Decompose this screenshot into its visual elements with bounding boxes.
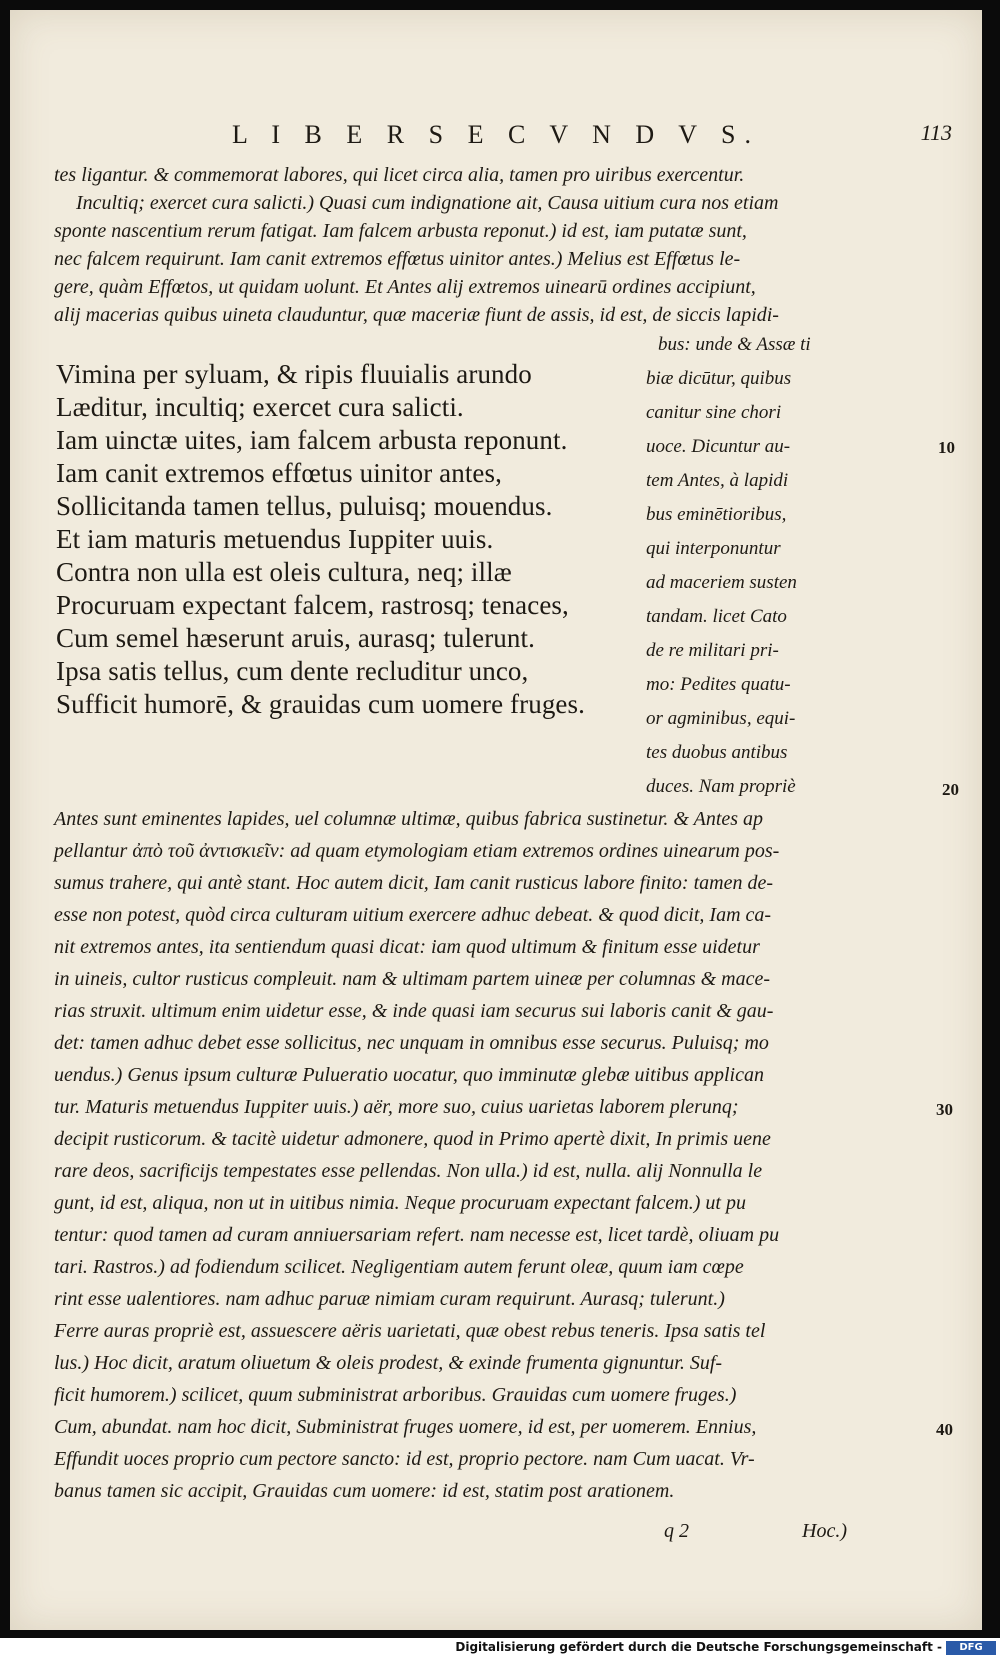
signature-mark: q 2 [664,1520,689,1542]
margin-gloss-line: bus: unde & Assæ ti [658,334,811,355]
commentary-line: gere, quàm Effœtos, ut quidam uolunt. Et Antes alij extremos uinearū ordines accipiunt, [54,276,756,298]
commentary-line: tes ligantur. & commemorat labores, qui licet circa alia, tamen pro uiribus exercentur. [54,164,745,186]
commentary-line: lus.) Hoc dicit, aratum oliuetum & oleis prodest, & exinde frumenta gignuntur. Suf- [54,1352,723,1374]
verse-line: Sufficit humorē, & grauidas cum uomere fruges. [56,689,585,719]
margin-gloss-line: biæ dicūtur, quibus [646,368,792,389]
commentary-line: Incultiq; exercet cura salicti.) Quasi cum indignatione ait, Causa uitium cura nos etiam [76,192,779,214]
line-number: 20 [942,780,959,799]
book-page [10,10,982,1630]
commentary-line: ficit humorem.) scilicet, quum subministrat arboribus. Grauidas cum uomere fruges.) [54,1384,737,1406]
commentary-line: uendus.) Genus ipsum culturæ Pulueratio uocatur, quo imminutæ glebæ uitibus applican [54,1064,764,1086]
verse-line: Vimina per syluam, & ripis fluuialis arundo [56,359,532,389]
commentary-line: rias struxit. ultimum enim uidetur esse, & inde quasi iam securus sui laboris canit & gau- [54,1000,774,1022]
verse-line: Sollicitanda tamen tellus, puluisq; mouendus. [56,491,553,521]
margin-gloss-line: duces. Nam propriè [646,776,796,797]
commentary-line: det: tamen adhuc debet esse sollicitus, nec unquam in omnibus esse securus. Puluisq; mo [54,1032,769,1054]
page-number: 113 [920,120,952,145]
commentary-line: banus tamen sic accipit, Grauidas cum uomere: id est, statim post arationem. [54,1480,675,1502]
commentary-line: tentur: quod tamen ad curam anniuersariam refert. nam necesse est, licet tardè, oliuam pu [54,1224,780,1246]
verse-line: Contra non ulla est oleis cultura, neq; illæ [56,557,512,587]
margin-gloss-line: tes duobus antibus [646,742,788,763]
margin-gloss-line: de re militari pri- [646,640,779,661]
footer-bar [0,1638,1000,1659]
commentary-line: Ferre auras propriè est, assuescere aëris uarietati, quæ obest rebus teneris. Ipsa satis tel [54,1320,766,1342]
commentary-line: in uineis, cultor rusticus compleuit. nam & ultimam partem uineæ per columnas & mace- [54,968,771,990]
line-number: 10 [938,438,955,457]
margin-gloss-line: uoce. Dicuntur au- [646,436,791,457]
commentary-line: decipit rusticorum. & tacitè uidetur admonere, quod in Primo apertè dixit, In primis uene [54,1128,771,1150]
commentary-line: rare deos, sacrificijs tempestates esse pellendas. Non ulla.) id est, nulla. alij Nonnulla le [54,1160,763,1182]
verse-line: Et iam maturis metuendus Iuppiter uuis. [56,524,494,554]
text-block [10,10,982,1630]
funding-credit: Digitalisierung gefördert durch die Deutsche Forschungsgemeinschaft - [455,1640,942,1654]
dfg-logo: DFG [946,1641,996,1655]
commentary-line: nec falcem requirunt. Iam canit extremos effœtus uinitor antes.) Melius est Effœtus le- [54,248,741,270]
verse-line: Iam canit extremos effœtus uinitor antes, [56,458,502,488]
commentary-line: gunt, id est, aliqua, non ut in uitibus nimia. Neque procuruam expectant falcem.) ut pu [54,1192,746,1214]
catchword: Hoc.) [802,1520,847,1542]
commentary-line: tur. Maturis metuendus Iuppiter uuis.) aër, more suo, cuius uarietas laborem plerunq; [54,1096,739,1118]
verse-line: Iam uinctæ uites, iam falcem arbusta reponunt. [56,425,568,455]
margin-gloss-line: mo: Pedites quatu- [646,674,791,695]
commentary-line: tari. Rastros.) ad fodiendum scilicet. Negligentiam autem ferunt oleæ, quum iam cœpe [54,1256,744,1278]
verse-line: Ipsa satis tellus, cum dente recluditur unco, [56,656,529,686]
margin-gloss-line: qui interponuntur [646,538,781,559]
line-number: 40 [936,1420,953,1439]
line-number: 30 [936,1100,953,1119]
commentary-line: rint esse ualentiores. nam adhuc paruæ nimiam curam requirunt. Aurasq; tulerunt.) [54,1288,725,1310]
commentary-line: Cum, abundat. nam hoc dicit, Subministrat fruges uomere, id est, per uomerem. Ennius, [54,1416,757,1438]
verse-line: Læditur, incultiq; exercet cura salicti. [56,392,464,422]
commentary-line: esse non potest, quòd circa culturam uitium exercere adhuc debeat. & quod dicit, Iam ca- [54,904,772,926]
margin-gloss-line: or agminibus, equi- [646,708,796,729]
commentary-line: pellantur ἀπὸ τοῦ ἀντισκιεῖν: ad quam etymologiam etiam extremos ordines uinearum pos- [54,840,780,862]
verse-line: Procuruam expectant falcem, rastrosq; tenaces, [56,590,569,620]
running-head: L I B E R S E C V N D V S. [231,120,760,149]
margin-gloss-line: canitur sine chori [646,402,782,423]
commentary-line: sponte nascentium rerum fatigat. Iam falcem arbusta reponut.) id est, iam putatæ sunt, [54,220,747,242]
verse-line: Cum semel hæserunt aruis, aurasq; tulerunt. [56,623,535,653]
margin-gloss-line: ad maceriem susten [646,572,797,593]
commentary-line: nit extremos antes, ita sentiendum quasi dicat: iam quod ultimum & finitum esse uidetur [54,936,760,958]
margin-gloss-line: tem Antes, à lapidi [646,470,789,491]
margin-gloss-line: tandam. licet Cato [646,606,787,627]
commentary-line: Effundit uoces proprio cum pectore sancto: id est, proprio pectore. nam Cum uacat. Vr- [54,1448,755,1470]
commentary-line: alij macerias quibus uineta clauduntur, quæ maceriæ fiunt de assis, id est, de siccis lapidi- [54,304,779,326]
margin-gloss-line: bus eminētioribus, [646,504,787,525]
commentary-line: sumus trahere, qui antè stant. Hoc autem dicit, Iam canit rusticus labore finito: tamen de- [54,872,773,894]
commentary-line: Antes sunt eminentes lapides, uel columnæ ultimæ, quibus fabrica sustinetur. & Antes ap [54,808,764,830]
